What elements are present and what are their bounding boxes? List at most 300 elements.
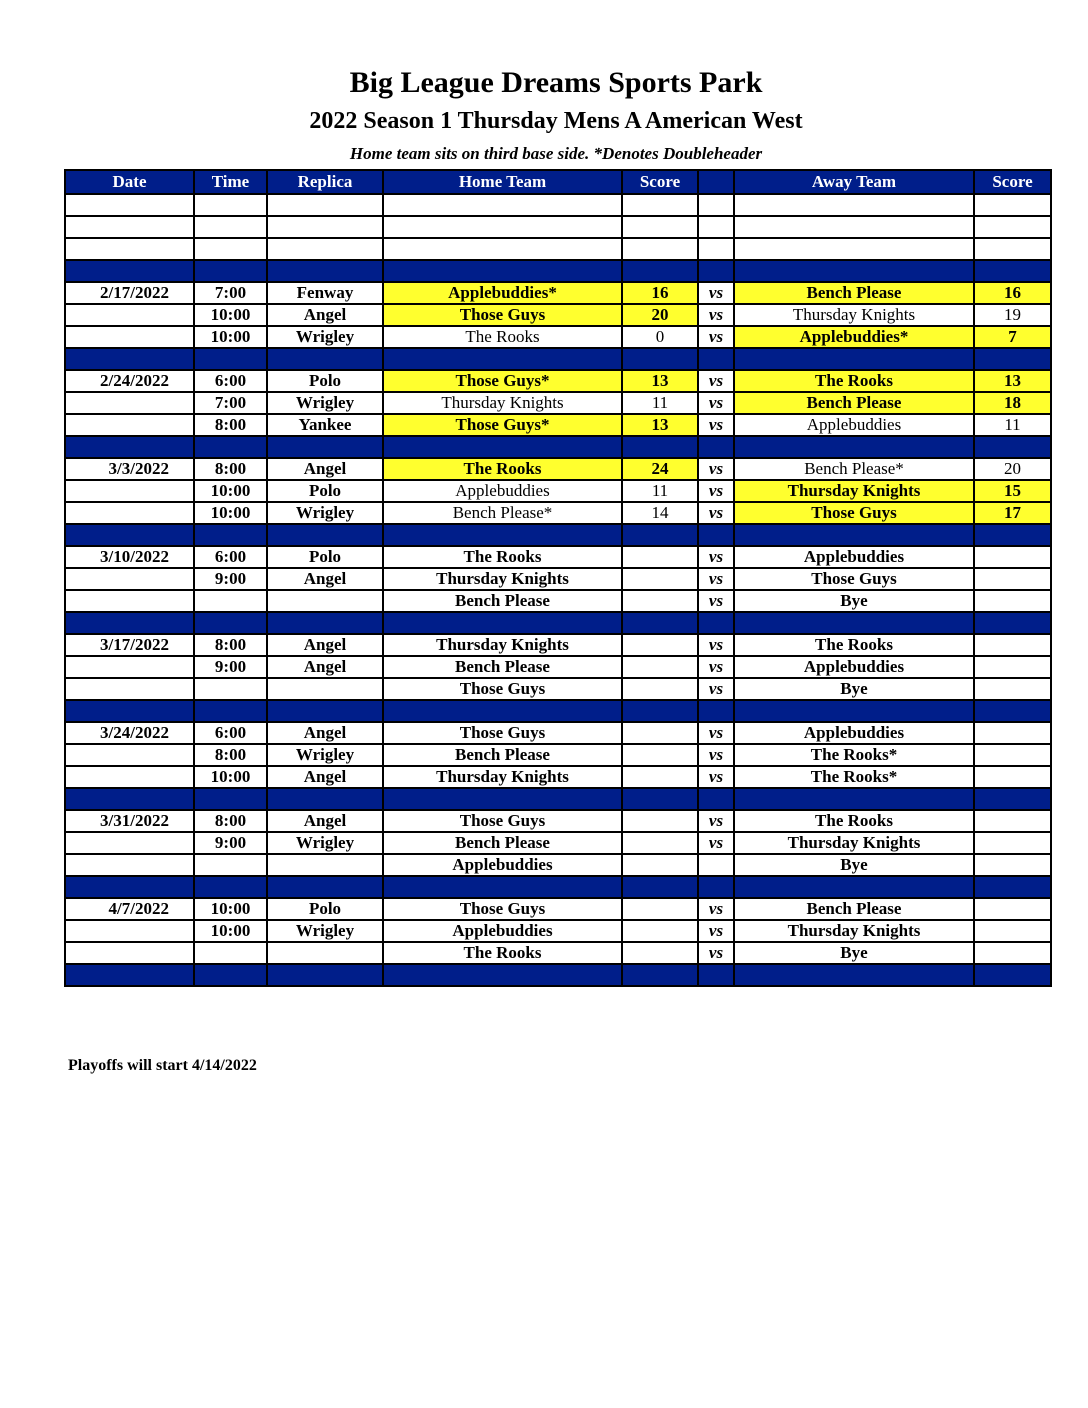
away-team-cell: Those Guys [734,502,974,524]
home-team-cell: Those Guys* [383,370,622,392]
home-team-cell: Those Guys [383,678,622,700]
separator-cell [267,700,383,722]
away-team-cell: The Rooks [734,634,974,656]
replica-cell: Wrigley [267,502,383,524]
separator-cell [698,964,734,986]
vs-cell: vs [698,304,734,326]
separator-cell [974,700,1051,722]
separator-cell [383,524,622,546]
date-cell [65,920,194,942]
separator-cell [622,700,698,722]
time-cell: 10:00 [194,502,267,524]
blank-cell [698,216,734,238]
separator-cell [383,436,622,458]
blank-cell [65,216,194,238]
table-row [65,766,1051,788]
separator-cell [974,260,1051,282]
time-cell [194,590,267,612]
vs-cell: vs [698,722,734,744]
home-score-cell [622,920,698,942]
away-score-cell [974,766,1051,788]
table-row [65,392,1051,414]
table-row [65,590,1051,612]
away-score-cell [974,744,1051,766]
separator-cell [622,524,698,546]
separator-cell [383,700,622,722]
col-header-date: Date [65,170,194,194]
vs-cell: vs [698,370,734,392]
blank-cell [267,238,383,260]
date-cell [65,480,194,502]
vs-cell: vs [698,326,734,348]
away-team-cell: Thursday Knights [734,304,974,326]
date-cell: 2/17/2022 [65,282,194,304]
home-team-cell: Thursday Knights [383,634,622,656]
vs-cell: vs [698,502,734,524]
separator-cell [698,612,734,634]
replica-cell [267,942,383,964]
home-score-cell [622,546,698,568]
time-cell: 6:00 [194,370,267,392]
date-cell: 3/3/2022 [65,458,194,480]
page-subtitle: 2022 Season 1 Thursday Mens A American West [309,108,803,134]
separator-cell [974,964,1051,986]
vs-cell: vs [698,414,734,436]
schedule-table [64,169,1052,987]
separator-cell [65,788,194,810]
vs-cell: vs [698,590,734,612]
time-cell [194,942,267,964]
vs-cell: vs [698,766,734,788]
away-team-cell: The Rooks [734,810,974,832]
vs-cell: vs [698,568,734,590]
time-cell: 10:00 [194,920,267,942]
away-score-cell [974,590,1051,612]
date-cell [65,326,194,348]
replica-cell [267,854,383,876]
home-score-cell [622,568,698,590]
table-row [65,634,1051,656]
separator-cell [65,612,194,634]
blank-cell [383,194,622,216]
home-score-cell [622,898,698,920]
separator-row [65,260,1051,282]
home-team-cell: Applebuddies [383,920,622,942]
separator-cell [734,612,974,634]
home-team-cell: Applebuddies [383,854,622,876]
vs-cell: vs [698,942,734,964]
away-score-cell: 13 [974,370,1051,392]
time-cell: 10:00 [194,898,267,920]
date-cell [65,678,194,700]
separator-cell [194,436,267,458]
vs-cell [698,854,734,876]
table-header-row [65,170,1051,194]
time-cell: 10:00 [194,326,267,348]
home-score-cell: 14 [622,502,698,524]
vs-cell: vs [698,810,734,832]
away-team-cell: The Rooks* [734,766,974,788]
home-score-cell [622,744,698,766]
away-team-cell: Thursday Knights [734,480,974,502]
away-score-cell [974,678,1051,700]
away-score-cell [974,920,1051,942]
home-score-cell: 13 [622,414,698,436]
vs-cell: vs [698,458,734,480]
separator-cell [734,700,974,722]
home-team-cell: Those Guys [383,810,622,832]
away-team-cell: Bench Please [734,392,974,414]
home-score-cell [622,810,698,832]
away-team-cell: The Rooks [734,370,974,392]
away-team-cell: Bench Please* [734,458,974,480]
separator-row [65,788,1051,810]
separator-cell [622,964,698,986]
blank-cell [65,194,194,216]
time-cell: 9:00 [194,568,267,590]
replica-cell: Polo [267,370,383,392]
away-team-cell: Applebuddies [734,722,974,744]
home-team-cell: Thursday Knights [383,766,622,788]
away-team-cell: Thursday Knights [734,920,974,942]
replica-cell: Polo [267,480,383,502]
blank-cell [194,216,267,238]
date-cell: 3/10/2022 [65,546,194,568]
separator-cell [698,876,734,898]
away-team-cell: Bye [734,854,974,876]
date-cell: 2/24/2022 [65,370,194,392]
separator-cell [267,524,383,546]
vs-cell: vs [698,634,734,656]
date-cell [65,942,194,964]
blank-cell [698,238,734,260]
separator-cell [65,348,194,370]
home-score-cell [622,590,698,612]
table-row [65,568,1051,590]
replica-cell: Wrigley [267,326,383,348]
separator-cell [65,436,194,458]
away-score-cell: 15 [974,480,1051,502]
separator-cell [194,260,267,282]
table-row [65,502,1051,524]
time-cell: 7:00 [194,392,267,414]
separator-cell [698,524,734,546]
vs-cell: vs [698,678,734,700]
separator-cell [698,436,734,458]
separator-cell [383,612,622,634]
home-team-cell: Applebuddies [383,480,622,502]
time-cell: 10:00 [194,480,267,502]
separator-cell [194,348,267,370]
date-cell [65,766,194,788]
away-score-cell: 19 [974,304,1051,326]
home-score-cell [622,678,698,700]
date-cell [65,656,194,678]
separator-cell [734,436,974,458]
separator-cell [974,348,1051,370]
date-cell: 3/31/2022 [65,810,194,832]
blank-cell [734,194,974,216]
date-cell: 4/7/2022 [65,898,194,920]
replica-cell: Angel [267,458,383,480]
home-score-cell [622,766,698,788]
col-header-away-team: Away Team [734,170,974,194]
separator-cell [734,524,974,546]
date-cell [65,590,194,612]
separator-cell [194,876,267,898]
separator-cell [698,788,734,810]
replica-cell: Angel [267,568,383,590]
schedule-note: Home team sits on third base side. *Denotes Doubleheader [349,144,763,163]
date-cell [65,568,194,590]
home-team-cell: Those Guys [383,898,622,920]
away-score-cell: 20 [974,458,1051,480]
blank-cell [734,216,974,238]
separator-cell [65,700,194,722]
blank-cell [194,238,267,260]
separator-row [65,964,1051,986]
separator-cell [974,876,1051,898]
separator-cell [267,260,383,282]
table-row [65,414,1051,436]
time-cell [194,854,267,876]
col-header-home-team: Home Team [383,170,622,194]
time-cell: 9:00 [194,656,267,678]
vs-cell: vs [698,392,734,414]
separator-cell [267,876,383,898]
home-score-cell: 11 [622,392,698,414]
table-row [65,480,1051,502]
separator-row [65,524,1051,546]
col-header-replica: Replica [267,170,383,194]
time-cell: 6:00 [194,546,267,568]
table-row [65,898,1051,920]
separator-cell [194,524,267,546]
time-cell: 8:00 [194,458,267,480]
separator-cell [734,876,974,898]
separator-cell [622,436,698,458]
separator-cell [65,876,194,898]
home-score-cell [622,854,698,876]
away-score-cell [974,546,1051,568]
separator-cell [194,612,267,634]
time-cell: 10:00 [194,304,267,326]
separator-row [65,876,1051,898]
separator-cell [267,436,383,458]
table-row [65,832,1051,854]
time-cell: 8:00 [194,810,267,832]
blank-cell [622,238,698,260]
table-row [65,744,1051,766]
home-score-cell: 11 [622,480,698,502]
separator-cell [267,612,383,634]
separator-cell [974,612,1051,634]
away-team-cell: Applebuddies [734,656,974,678]
table-row [65,546,1051,568]
replica-cell: Angel [267,810,383,832]
separator-cell [194,700,267,722]
vs-cell: vs [698,744,734,766]
col-header-time: Time [194,170,267,194]
home-score-cell: 20 [622,304,698,326]
home-score-cell: 16 [622,282,698,304]
home-score-cell: 24 [622,458,698,480]
separator-cell [974,436,1051,458]
separator-cell [622,348,698,370]
home-team-cell: Bench Please [383,744,622,766]
home-score-cell [622,634,698,656]
separator-cell [267,964,383,986]
date-cell [65,414,194,436]
replica-cell: Polo [267,546,383,568]
table-row [65,810,1051,832]
home-team-cell: Thursday Knights [383,392,622,414]
home-team-cell: Those Guys* [383,414,622,436]
away-score-cell: 7 [974,326,1051,348]
date-cell [65,854,194,876]
home-score-cell [622,722,698,744]
home-score-cell: 0 [622,326,698,348]
table-row [65,722,1051,744]
replica-cell: Wrigley [267,832,383,854]
replica-cell: Angel [267,656,383,678]
away-score-cell [974,568,1051,590]
table-row [65,370,1051,392]
replica-cell: Polo [267,898,383,920]
away-team-cell: Bench Please [734,282,974,304]
separator-cell [267,788,383,810]
blank-row [65,194,1051,216]
date-cell [65,304,194,326]
date-cell [65,392,194,414]
date-cell [65,744,194,766]
away-score-cell [974,854,1051,876]
replica-cell [267,590,383,612]
table-row [65,854,1051,876]
blank-cell [622,216,698,238]
date-cell: 3/17/2022 [65,634,194,656]
col-header-vs [698,170,734,194]
replica-cell: Angel [267,634,383,656]
date-cell [65,832,194,854]
home-team-cell: The Rooks [383,326,622,348]
away-team-cell: Thursday Knights [734,832,974,854]
replica-cell: Angel [267,766,383,788]
away-team-cell: The Rooks* [734,744,974,766]
blank-cell [65,238,194,260]
home-team-cell: Bench Please [383,590,622,612]
away-score-cell [974,656,1051,678]
replica-cell: Wrigley [267,392,383,414]
vs-cell: vs [698,898,734,920]
separator-cell [974,524,1051,546]
table-row [65,942,1051,964]
separator-cell [734,348,974,370]
time-cell: 9:00 [194,832,267,854]
blank-cell [734,238,974,260]
away-team-cell: Bye [734,678,974,700]
col-header-away-score: Score [974,170,1051,194]
separator-cell [622,876,698,898]
replica-cell: Wrigley [267,920,383,942]
table-row [65,326,1051,348]
home-team-cell: Bench Please [383,832,622,854]
separator-cell [267,348,383,370]
table-row [65,458,1051,480]
home-team-cell: The Rooks [383,942,622,964]
away-team-cell: Applebuddies* [734,326,974,348]
vs-cell: vs [698,282,734,304]
separator-row [65,612,1051,634]
separator-cell [698,260,734,282]
time-cell [194,678,267,700]
separator-cell [974,788,1051,810]
away-score-cell [974,898,1051,920]
blank-cell [974,194,1051,216]
table-row [65,304,1051,326]
separator-cell [734,788,974,810]
table-row [65,920,1051,942]
away-team-cell: Bench Please [734,898,974,920]
separator-row [65,348,1051,370]
away-score-cell: 16 [974,282,1051,304]
time-cell: 7:00 [194,282,267,304]
away-team-cell: Bye [734,590,974,612]
home-team-cell: The Rooks [383,458,622,480]
away-team-cell: Applebuddies [734,546,974,568]
home-team-cell: Thursday Knights [383,568,622,590]
home-score-cell [622,656,698,678]
time-cell: 8:00 [194,414,267,436]
away-score-cell [974,942,1051,964]
separator-cell [65,524,194,546]
replica-cell [267,678,383,700]
vs-cell: vs [698,656,734,678]
away-score-cell: 18 [974,392,1051,414]
vs-cell: vs [698,920,734,942]
separator-cell [194,788,267,810]
separator-cell [383,260,622,282]
separator-cell [698,348,734,370]
separator-cell [65,260,194,282]
away-team-cell: Applebuddies [734,414,974,436]
away-score-cell: 11 [974,414,1051,436]
date-cell: 3/24/2022 [65,722,194,744]
away-score-cell [974,832,1051,854]
separator-cell [622,612,698,634]
blank-cell [267,194,383,216]
home-team-cell: Applebuddies* [383,282,622,304]
footer-note: Playoffs will start 4/14/2022 [68,1057,257,1074]
date-cell [65,502,194,524]
home-team-cell: The Rooks [383,546,622,568]
vs-cell: vs [698,480,734,502]
separator-cell [734,964,974,986]
replica-cell: Angel [267,304,383,326]
blank-cell [194,194,267,216]
time-cell: 8:00 [194,634,267,656]
vs-cell: vs [698,546,734,568]
home-score-cell [622,942,698,964]
away-score-cell [974,634,1051,656]
home-team-cell: Bench Please* [383,502,622,524]
replica-cell: Fenway [267,282,383,304]
blank-cell [383,238,622,260]
home-score-cell: 13 [622,370,698,392]
table-row [65,656,1051,678]
blank-cell [698,194,734,216]
away-score-cell [974,810,1051,832]
